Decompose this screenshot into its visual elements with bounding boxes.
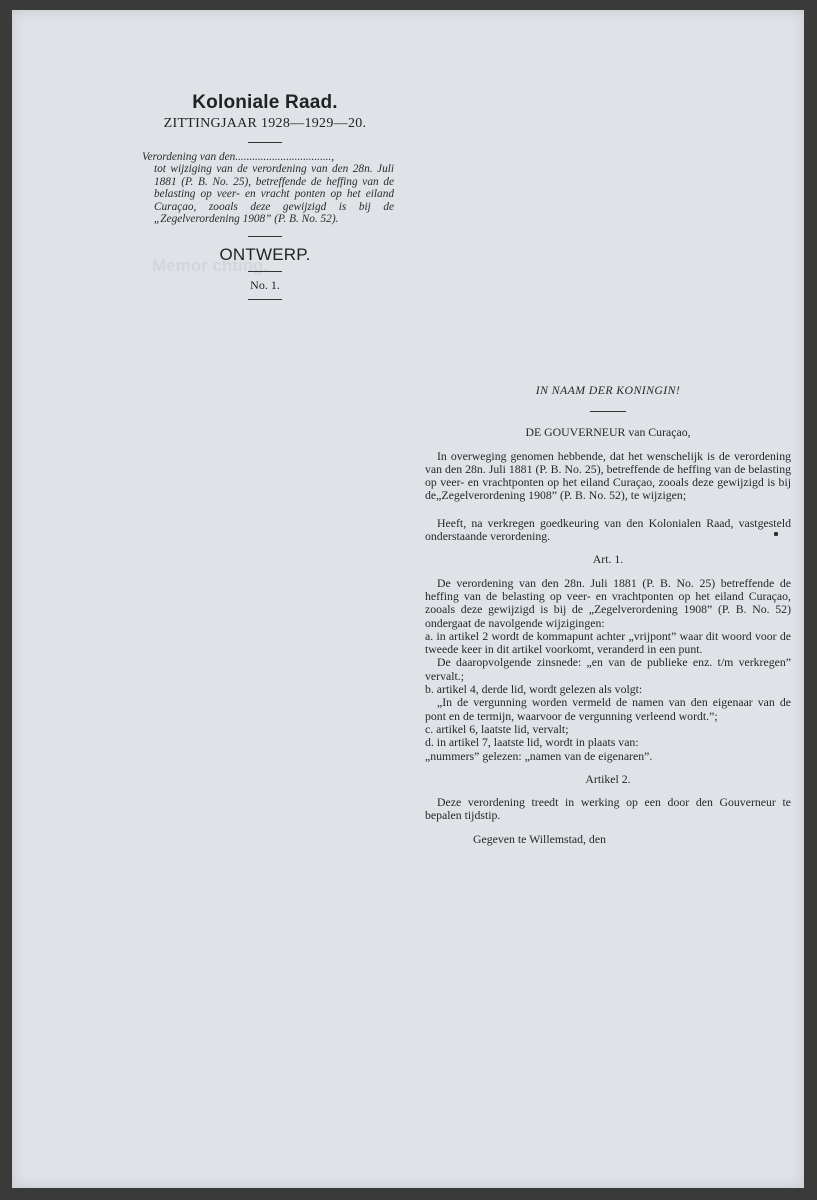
divider (248, 236, 282, 237)
show-through-text: Memor chting. (152, 256, 269, 275)
governor-heading: DE GOUVERNEUR van Curaçao, (525, 425, 691, 440)
given-at-line: Gegeven te Willemstad, den (473, 831, 606, 846)
article-2-text: Deze verordening treedt in werking op een door den Gouverneur te bepalen tijdstip. (425, 795, 791, 823)
ordinance-title (142, 151, 394, 225)
in-name-heading: IN NAAM DER KONINGIN! (535, 383, 681, 397)
divider (248, 271, 282, 272)
article-1-heading: Art. 1. (592, 552, 624, 567)
article-1-item-b-quote: „In de vergunning worden vermeld de namen van den eigenaar van de pont en de termijn, waarvoor de vergunning verleend wordt.”; (425, 695, 791, 723)
divider (590, 411, 626, 412)
ordinance-title-rest: tot wijziging van de verordening van den 28n. Juli 1881 (P. B. No. 25), betreffende de heffing van de belasting op veer- en vracht ponten op het eiland Curaçao, zooals deze gewijzigd is bij de „Zegelverordening 1908” (P. B. No. 52). (154, 163, 394, 226)
article-1-item-a-continued: De daaropvolgende zinsnede: „en van de publieke enz. t/m verkregen” vervalt.; (425, 655, 791, 683)
ordinance-title-line1: Verordening van den.................................., (142, 151, 335, 163)
article-1-item-c: c. artikel 6, laatste lid, vervalt; (425, 721, 569, 736)
article-1-intro: De verordening van den 28n. Juli 1881 (P. B. No. 25) betreffende de heffing van de belasting op veer- en vrachtponten op het eiland Curaçao, zooals deze gewijzigd is bij de „Zegelverordening 1908” (P. B. No. 52) ondergaat de navolgende wijzigingen: (425, 575, 791, 630)
ordinance-body (425, 384, 791, 846)
considering-paragraph: In overweging genomen hebbende, dat het wenschelijk is de verordening van den 28n. Juli 1881 (P. B. No. 25), betreffende de heffing van de belasting op veer- en vrachtponten op het eiland Curaçao, zooals deze gewijzigd is bij de„Zegelverordening 1908” (P. B. No. 52), te wijzigen; (425, 448, 791, 503)
article-1-item-d: d. in artikel 7, laatste lid, wordt in plaats van: (425, 735, 639, 750)
draft-label: ONTWERP. (219, 245, 311, 265)
article-1-item-a: a. in artikel 2 wordt de kommapunt achter „vrijpont” waar dit woord voor de tweede keer in dit artikel voorkomt, veranderd in een punt. (425, 628, 791, 657)
approval-paragraph: Heeft, na verkregen goedkeuring van den Kolonialen Raad, vastgesteld onderstaande verordening. (425, 515, 791, 544)
divider (248, 299, 282, 300)
divider (248, 142, 282, 143)
draft-number: No. 1. (250, 278, 280, 293)
article-1-item-b: b. artikel 4, derde lid, wordt gelezen als volgt: (425, 682, 643, 697)
session-year: ZITTINGJAAR 1928—1929—20. (163, 116, 367, 131)
article-1-item-d-continued: „nummers” gelezen: „namen van de eigenaren”. (425, 748, 653, 763)
left-column (130, 92, 400, 308)
article-2-heading: Artikel 2. (585, 771, 631, 786)
document-page (12, 10, 804, 1188)
council-heading: Koloniale Raad. (192, 92, 338, 113)
ink-blot (774, 532, 778, 536)
